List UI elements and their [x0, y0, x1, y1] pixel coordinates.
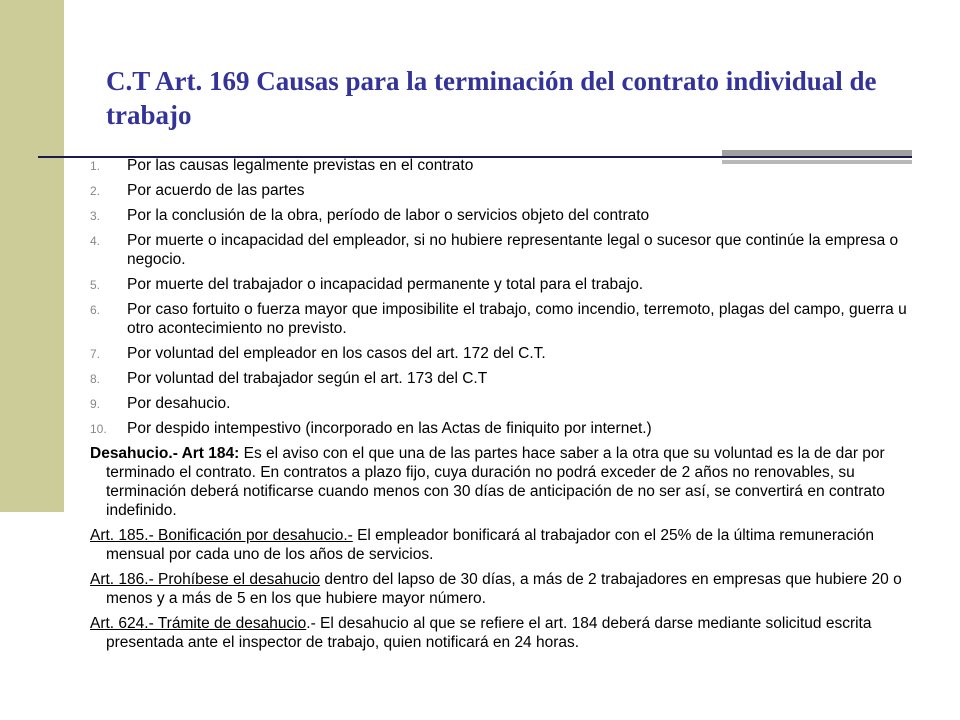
desahucio-paragraph — [90, 444, 920, 520]
list-number: 4. — [90, 234, 101, 248]
desahucio-text: Es el aviso con el que una de las partes hace saber a la otra que su voluntad es la de dar por terminado el contrato. En contratos a plazo fijo, cuya duración no podrá exceder de 2 años no renovables, su terminación deberá notificarse cuando menos con 30 días de anticipación de no ser así, se convertirá en contrato indefinido. — [106, 445, 885, 519]
side-decoration-bottom — [0, 512, 64, 720]
list-item — [90, 206, 920, 225]
list-text: Por acuerdo de las partes — [127, 182, 305, 199]
slide-title: C.T Art. 169 Causas para la terminación del contrato individual de trabajo — [106, 66, 877, 130]
list-number: 1. — [90, 159, 101, 173]
list-item — [90, 156, 920, 175]
list-text: Por voluntad del trabajador según el art. 173 del C.T — [127, 370, 488, 387]
art186-text: dentro del lapso de 30 días, a más de 2 trabajadores en empresas que hubiere 20 o menos y a más de 5 en los que hubiere mayor número. — [106, 571, 902, 607]
list-item — [90, 419, 920, 438]
list-text: Por muerte del trabajador o incapacidad permanente y total para el trabajo. — [127, 276, 644, 293]
list-number: 2. — [90, 184, 101, 198]
list-text: Por caso fortuito o fuerza mayor que imposibilite el trabajo, como incendio, terremoto, plagas del campo, guerra u otro acontecimiento no previsto. — [127, 301, 907, 337]
desahucio-heading: Desahucio.- Art 184: — [90, 445, 240, 462]
list-item — [90, 275, 920, 294]
list-number: 6. — [90, 303, 101, 317]
list-text: Por voluntad del empleador en los casos del art. 172 del C.T. — [127, 345, 546, 362]
list-text: Por despido intempestivo (incorporado en las Actas de finiquito por internet.) — [127, 420, 652, 437]
causes-list — [90, 156, 920, 438]
art186-paragraph — [90, 570, 920, 608]
list-item — [90, 369, 920, 388]
art624-paragraph — [90, 614, 920, 652]
list-number: 3. — [90, 209, 101, 223]
list-item — [90, 394, 920, 413]
list-number: 8. — [90, 372, 101, 386]
list-text: Por muerte o incapacidad del empleador, si no hubiere representante legal o sucesor que continúe la empresa o negocio. — [127, 232, 899, 268]
list-item — [90, 181, 920, 200]
list-text: Por desahucio. — [127, 395, 231, 412]
list-item — [90, 344, 920, 363]
art624-text: .- El desahucio al que se refiere el art. 184 deberá darse mediante solicitud escrita presentada ante el inspector de trabajo, quien notificará en 24 horas. — [106, 615, 872, 651]
art185-heading: Art. 185.- Bonificación por desahucio.- — [90, 527, 353, 544]
list-number: 5. — [90, 278, 101, 292]
art185-text: El empleador bonificará al trabajador con el 25% de la última remuneración mensual por cada uno de los años de servicios. — [106, 527, 875, 563]
art185-paragraph — [90, 526, 920, 564]
list-item — [90, 300, 920, 338]
list-text: Por la conclusión de la obra, período de labor o servicios objeto del contrato — [127, 207, 650, 224]
list-number: 7. — [90, 347, 101, 361]
list-number: 10. — [90, 422, 107, 436]
slide-body — [90, 156, 920, 658]
list-text: Por las causas legalmente previstas en el contrato — [127, 157, 474, 174]
list-number: 9. — [90, 397, 101, 411]
list-item — [90, 231, 920, 269]
art624-heading: Art. 624.- Trámite de desahucio — [90, 615, 307, 632]
side-decoration-bar — [0, 0, 64, 512]
art186-heading: Art. 186.- Prohíbese el desahucio — [90, 571, 321, 588]
